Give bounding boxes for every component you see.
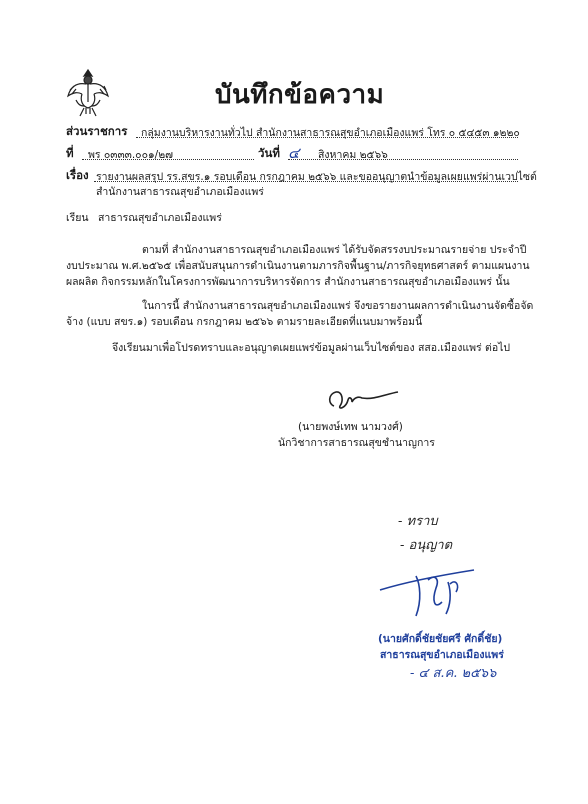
salutation-label: เรียน [66,212,89,224]
agency-label: ส่วนราชการ [66,124,128,138]
body-p2-line-2: จ้าง (แบบ สขร.๑) รอบเดือน กรกฎาคม ๒๕๖๖ ตามรายละเอียดที่แนบมาพร้อมนี้ [66,316,423,328]
approver-signature [376,556,480,624]
body-p3-line-1: จึงเรียนมาเพื่อโปรดทราบและอนุญาตเผยแพร่ข้อมูลผ่านเว็บไซต์ของ สสอ.เมืองแพร่ ต่อไป [112,342,511,354]
body-p1-line-1: ตามที่ สำนักงานสาธารณสุขอำเภอเมืองแพร่ ได้รับจัดสรรงบประมาณรายจ่าย ประจำปี [142,244,527,256]
body-p1-line-2: งบประมาณ พ.ศ.๒๕๖๕ เพื่อสนับสนุนการดำเนินงานตามภารกิจพื้นฐาน/ภารกิจยุทธศาสตร์ ตามแผนงาน [66,260,530,272]
subject-line-1: รายงานผลสรุป รร.สขร.๑ รอบเดือน กรกฎาคม ๒๕๖๖ และขออนุญาตนำข้อมูลเผยแพร่ผ่านเวปไซต์ [96,171,537,183]
body-p1-line-3: ผลผลิต กิจกรรมหลักในโครงการพัฒนาการบริหารจัดการ สำนักงานสาธารณสุขอำเภอเมืองแพร่ นั้น [66,276,510,288]
approval-note-2: - อนุญาต [400,538,453,553]
subject-line-2: สำนักงานสาธารณสุขอำเภอเมืองแพร่ [96,186,264,198]
ref-value: พร ๐๓๓๓.๐๐๑/๒๗ [88,149,174,161]
subject-label: เรื่อง [66,168,89,182]
date-day: ๔ [288,144,300,162]
signer-name: (นายพงษ์เทพ นามวงศ์) [298,421,403,433]
body-p2-line-1: ในการนี้ สำนักงานสาธารณสุขอำเภอเมืองแพร่ จึงขอรายงานผลการดำเนินงานจัดซื้อจัด [142,300,534,312]
garuda-emblem-icon [66,66,110,118]
date-label: วันที่ [258,146,280,160]
ref-label: ที่ [66,146,74,160]
approver-stamp-title: สาธารณสุขอำเภอเมืองแพร่ [380,649,504,661]
approval-note-1: - ทราบ [398,514,438,529]
signer-signature [326,386,400,414]
signer-position: นักวิชาการสาธารณสุขชำนาญการ [278,437,435,449]
agency-value: กลุ่มงานบริหารงานทั่วไป สำนักงานสาธารณสุขอำเภอเมืองแพร่ โทร ๐ ๕๔๕๓ ๑๒๒๐ [141,127,520,139]
salutation-value: สาธารณสุขอำเภอเมืองแพร่ [98,212,222,224]
page-title: บันทึกข้อความ [215,80,385,110]
approval-date: - ๔ ส.ค. ๒๕๖๖ [410,666,497,681]
date-month-year: สิงหาคม ๒๕๖๖ [318,149,388,161]
approver-stamp-name: (นายศักดิ์ชัยชัยศรี ศักดิ์ชัย) [378,633,503,645]
